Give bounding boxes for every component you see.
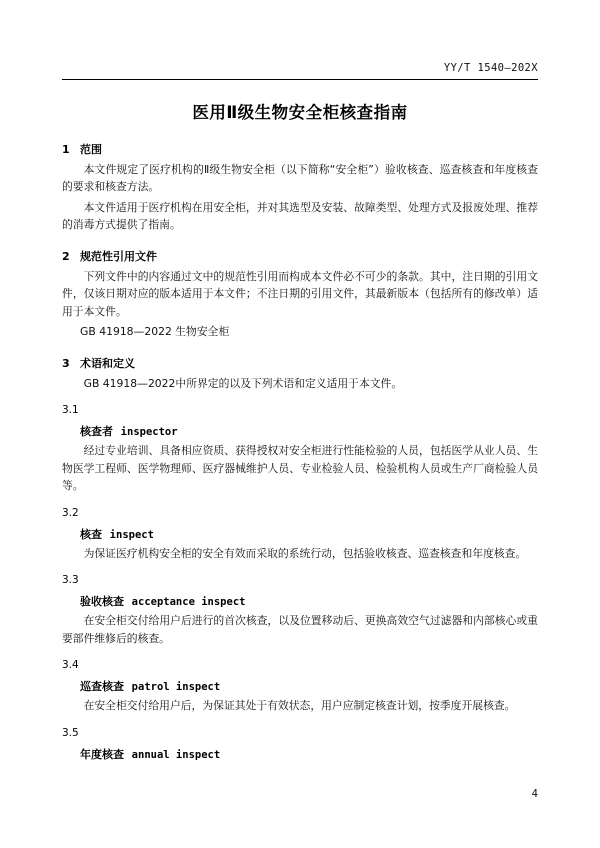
term-label-en-3-1: inspector: [120, 426, 178, 439]
term-label-cn-3-1: 核查者: [80, 425, 113, 439]
clause-title-2: 规范性引用文件: [80, 249, 157, 263]
term-entry-3-4: [80, 678, 538, 694]
paragraph-2-1: 下列文件中的内容通过文中的规范性引用而构成本文件必不可少的条款。其中，注日期的引用文件，仅该日期对应的版本适用于本文件；不注日期的引用文件，其最新版本（包括所有的修改单）适用于本文件。: [62, 269, 538, 318]
paragraph-1-1: 本文件规定了医疗机构的Ⅱ级生物安全柜（以下简称“安全柜”）验收核查、巡查核查和年度核查的要求和核查方法。: [62, 163, 538, 194]
term-entry-3-3: [80, 593, 538, 609]
term-label-cn-3-3: 验收核查: [80, 595, 124, 609]
term-number-3-1: 3.1: [62, 404, 79, 417]
clause-heading-2: [62, 248, 538, 264]
term-definition-3-2: 为保证医疗机构安全柜的安全有效而采取的系统行动，包括验收核查、巡查核查和年度核查。: [83, 546, 527, 560]
term-label-en-3-3: acceptance inspect: [131, 596, 246, 609]
term-label-en-3-5: annual inspect: [131, 748, 221, 761]
term-number-3-2: 3.2: [62, 506, 79, 519]
clause-number-3: 3: [62, 356, 70, 370]
page-header-standard-code: YY/T 1540—202X: [443, 62, 538, 74]
term-number-3-5: 3.5: [62, 726, 79, 739]
clause-heading-3: [62, 355, 538, 371]
term-label-cn-3-4: 巡查核查: [80, 680, 124, 694]
term-definition-3-1: 经过专业培训、具备相应资质、获得授权对安全柜进行性能检验的人员，包括医学从业人员、生物医学工程师、医学物理师、医疗器械维护人员、专业检验人员、检验机构人员或生产厂商检验人员等。: [62, 444, 538, 493]
paragraph-3-1: GB 41918—2022中所界定的以及下列术语和定义适用于本文件。: [83, 376, 403, 390]
term-label-cn-3-2: 核查: [80, 527, 102, 541]
header-divider: [62, 79, 538, 80]
document-content: [62, 90, 538, 765]
term-label-en-3-2: inspect: [109, 528, 154, 541]
term-label-cn-3-5: 年度核查: [80, 747, 124, 761]
term-definition-3-3: 在安全柜交付给用户后进行的首次核查，以及位置移动后、更换高效空气过滤器和内部核心或重要部件维修后的核查。: [62, 614, 538, 645]
clause-heading-1: [62, 141, 538, 157]
term-entry-3-1: [80, 423, 538, 439]
clause-number-2: 2: [62, 249, 70, 263]
clause-title-1: 范围: [80, 143, 102, 156]
term-number-3-3: 3.3: [62, 574, 79, 587]
paragraph-1-2: 本文件适用于医疗机构在用安全柜，并对其选型及安装、故障类型、处理方式及报废处理、推荐的消毒方式提供了指南。: [62, 200, 538, 232]
page-number: 4: [531, 788, 538, 800]
term-number-3-4: 3.4: [62, 659, 79, 672]
page-title: 医用Ⅱ级生物安全柜核查指南: [192, 103, 408, 122]
normative-reference-item: GB 41918—2022 生物安全柜: [80, 325, 230, 339]
term-label-en-3-4: patrol inspect: [131, 681, 221, 694]
term-entry-3-2: [80, 526, 538, 542]
term-entry-3-5: [80, 746, 538, 762]
clause-number-1: 1: [62, 143, 70, 156]
term-definition-3-4: 在安全柜交付给用户后，为保证其处于有效状态，用户应制定核查计划，按季度开展核查。: [83, 699, 516, 713]
clause-title-3: 术语和定义: [80, 356, 135, 370]
